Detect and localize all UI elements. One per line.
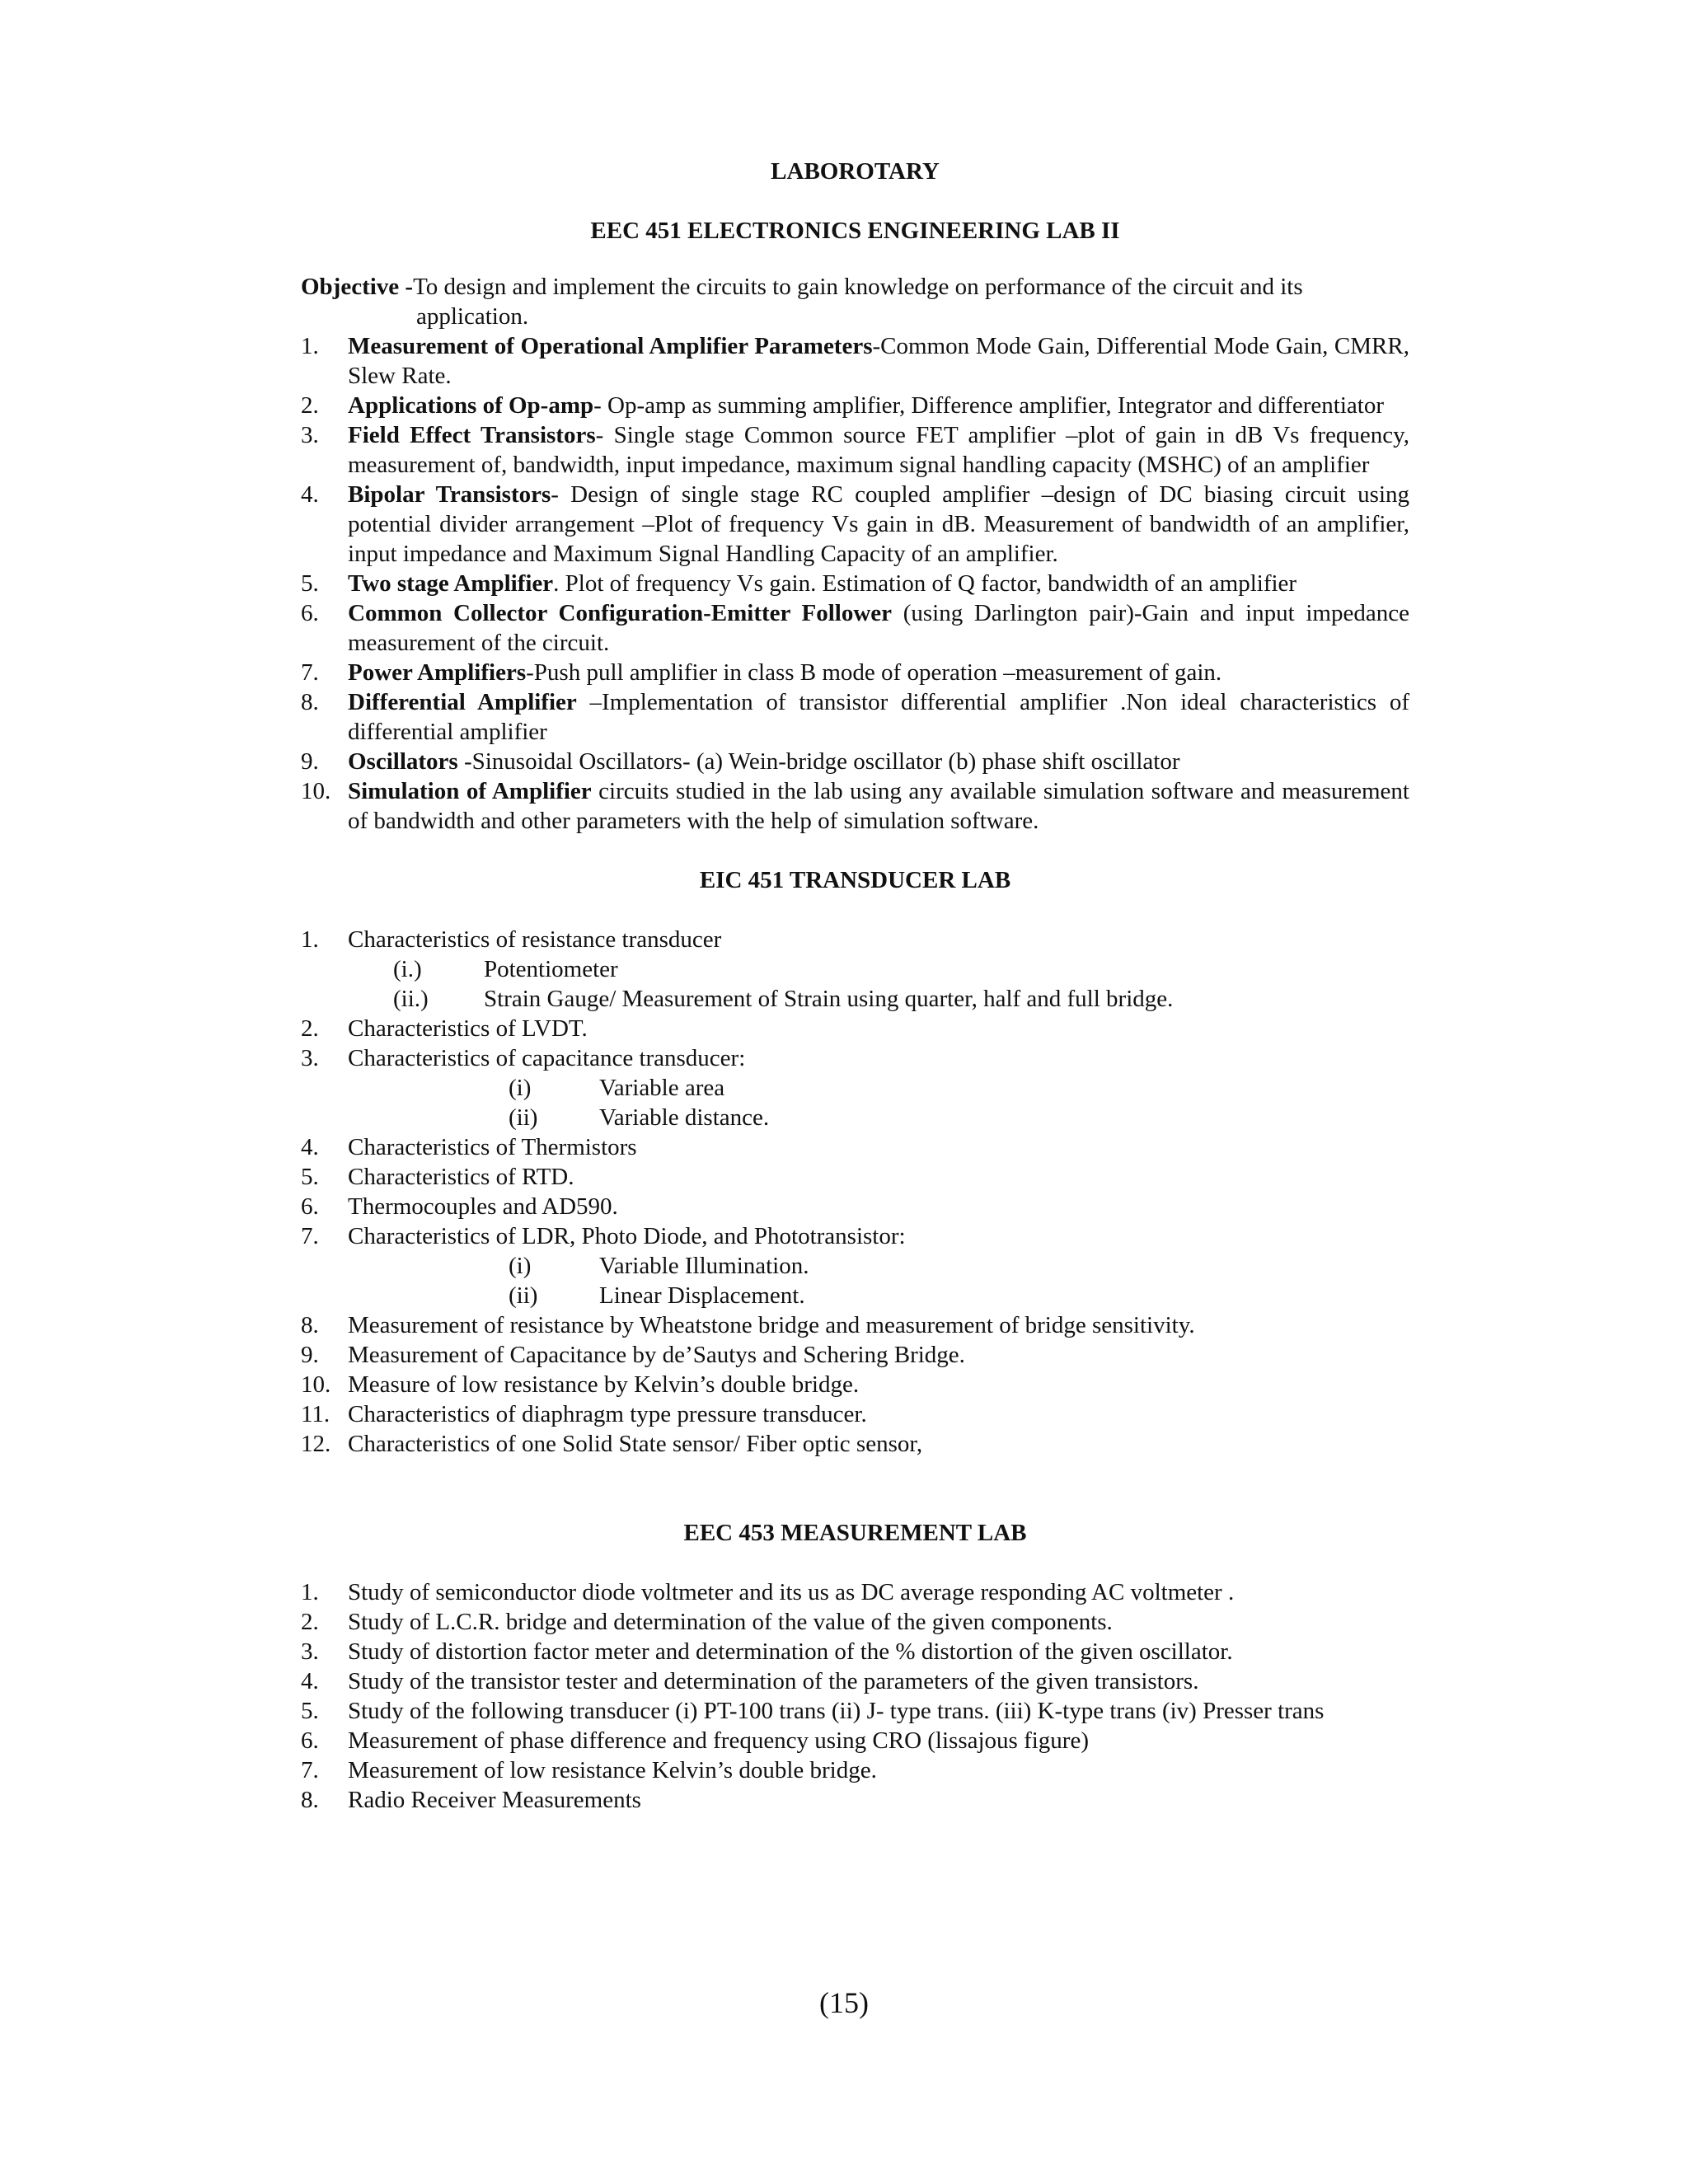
list-item-text: Study of the transistor tester and determination of the parameters of the given transistors. (348, 1668, 1199, 1694)
list-item (301, 747, 1409, 776)
list-item-number: 3. (301, 1045, 319, 1071)
list-item (301, 1607, 1409, 1637)
list-item-text: Measurement of low resistance Kelvin’s double bridge. (348, 1757, 877, 1783)
list-item (301, 1221, 1409, 1251)
list-item-number: 4. (301, 481, 319, 508)
list-item-title: Oscillators (348, 748, 458, 775)
list-item-text: Measurement of Capacitance by de’Sautys and Schering Bridge. (348, 1342, 965, 1368)
list-item-number: 8. (301, 689, 319, 715)
list-item (301, 1340, 1409, 1370)
eic451-experiment-list (301, 925, 1409, 1459)
list-item (301, 1043, 1409, 1073)
list-item-text: Study of L.C.R. bridge and determination of the value of the given components. (348, 1609, 1113, 1635)
list-item (301, 687, 1409, 747)
list-item (301, 569, 1409, 598)
sub-item-text: Variable Illumination. (599, 1253, 809, 1279)
list-item-number: 12. (301, 1431, 331, 1457)
sub-item-number: (i.) (393, 956, 422, 982)
list-item-number: 2. (301, 392, 319, 419)
list-item-text: Study of the following transducer (i) PT-100 trans (ii) J- type trans. (iii) K-type trans (iv) Presser trans (348, 1698, 1325, 1724)
list-item-title: Bipolar Transistors (348, 481, 551, 508)
list-item-text: (using Darlington pair)-Gain and input impedance measurement of the circuit. (348, 600, 1409, 656)
sub-item (301, 1103, 1409, 1132)
list-item (301, 331, 1409, 391)
page-content (301, 157, 1409, 1815)
list-item-text: Characteristics of resistance transducer (348, 926, 722, 953)
list-item-title: Applications of Op-amp (348, 392, 594, 419)
list-item-text: - Design of single stage RC coupled amplifier –design of DC biasing circuit using potential divider arrangement –Plot of frequency Vs gain in dB. Measurement of bandwidth of an amplifier, input impedance and Maximum Signal Handling Capacity of an amplifier. (348, 481, 1409, 567)
list-item-number: 5. (301, 1164, 319, 1190)
list-item (301, 1666, 1409, 1696)
list-item (301, 391, 1409, 420)
list-item-title: Field Effect Transistors (348, 422, 596, 448)
list-item-text: –Implementation of transistor differential amplifier .Non ideal characteristics of differential amplifier (348, 689, 1409, 745)
sub-item-text: Variable area (599, 1075, 725, 1101)
sub-item-number: (ii) (509, 1282, 538, 1309)
list-item-text: Study of distortion factor meter and determination of the % distortion of the given oscillator. (348, 1638, 1233, 1665)
list-item-number: 8. (301, 1312, 319, 1338)
objective-paragraph (301, 272, 1409, 331)
list-item (301, 1755, 1409, 1785)
list-item-number: 9. (301, 748, 319, 775)
sub-item-number: (i) (509, 1075, 532, 1101)
list-item-number: 2. (301, 1015, 319, 1042)
list-item-number: 7. (301, 659, 319, 686)
list-item-number: 7. (301, 1757, 319, 1783)
list-item-number: 1. (301, 1579, 319, 1605)
list-item (301, 1785, 1409, 1815)
list-item-number: 6. (301, 1727, 319, 1754)
list-item-title: Power Amplifiers (348, 659, 527, 686)
list-item-number: 1. (301, 333, 319, 359)
list-item-number: 6. (301, 1193, 319, 1220)
list-item-number: 3. (301, 1638, 319, 1665)
list-item-number: 6. (301, 600, 319, 626)
list-item-number: 2. (301, 1609, 319, 1635)
list-item (301, 420, 1409, 480)
list-item-number: 7. (301, 1223, 319, 1249)
sub-item (301, 954, 1409, 984)
list-item-text: Characteristics of diaphragm type pressure transducer. (348, 1401, 867, 1427)
list-item-text: -Common Mode Gain, Differential Mode Gain, CMRR, Slew Rate. (348, 333, 1409, 389)
section-heading-eec451: EEC 451 ELECTRONICS ENGINEERING LAB II (590, 218, 1120, 244)
list-item-text: Radio Receiver Measurements (348, 1787, 641, 1813)
objective-label: Objective - (301, 274, 414, 300)
eec451-experiment-list (301, 331, 1409, 836)
list-item-title: Differential Amplifier (348, 689, 577, 715)
list-item (301, 1726, 1409, 1755)
list-item-text: - Op-amp as summing amplifier, Difference amplifier, Integrator and differentiator (593, 392, 1384, 419)
list-item-text: -Sinusoidal Oscillators- (a) Wein-bridge oscillator (b) phase shift oscillator (457, 748, 1180, 775)
list-item-number: 3. (301, 422, 319, 448)
sub-item-text: Strain Gauge/ Measurement of Strain using quarter, half and full bridge. (484, 986, 1174, 1012)
sub-item-number: (ii.) (393, 986, 429, 1012)
sub-item (301, 1251, 1409, 1281)
list-item (301, 1162, 1409, 1192)
sub-item (301, 984, 1409, 1014)
list-item-text: Measurement of resistance by Wheatstone bridge and measurement of bridge sensitivity. (348, 1312, 1195, 1338)
list-item-text: -Push pull amplifier in class B mode of operation –measurement of gain. (526, 659, 1222, 686)
list-item-text: Characteristics of RTD. (348, 1164, 574, 1190)
list-item-number: 9. (301, 1342, 319, 1368)
list-item (301, 1132, 1409, 1162)
list-item-number: 5. (301, 1698, 319, 1724)
list-item-title: Two stage Amplifier (348, 570, 554, 597)
list-item (301, 1696, 1409, 1726)
list-item-text: Measure of low resistance by Kelvin’s double bridge. (348, 1371, 860, 1398)
list-item-title: Common Collector Configuration-Emitter Follower (348, 600, 893, 626)
section-heading-eic451: EIC 451 TRANSDUCER LAB (699, 867, 1011, 893)
list-item-number: 10. (301, 1371, 331, 1398)
list-item-number: 10. (301, 778, 331, 804)
list-item-text: circuits studied in the lab using any available simulation software and measurement of bandwidth and other parameters with the help of simulation software. (348, 778, 1409, 834)
sub-item (301, 1073, 1409, 1103)
list-item-number: 5. (301, 570, 319, 597)
list-item-text: Characteristics of Thermistors (348, 1134, 637, 1160)
list-item (301, 1014, 1409, 1043)
list-item (301, 658, 1409, 687)
list-item-number: 1. (301, 926, 319, 953)
sub-item-number: (i) (509, 1253, 532, 1279)
page-number: (15) (819, 1986, 869, 2019)
list-item-text: Measurement of phase difference and frequency using CRO (lissajous figure) (348, 1727, 1089, 1754)
list-item (301, 598, 1409, 658)
list-item-text: Characteristics of capacitance transducer: (348, 1045, 746, 1071)
page-title: LABOROTARY (771, 158, 940, 185)
list-item (301, 1399, 1409, 1429)
list-item-number: 11. (301, 1401, 331, 1427)
list-item (301, 925, 1409, 954)
list-item-text: . Plot of frequency Vs gain. Estimation of Q factor, bandwidth of an amplifier (553, 570, 1297, 597)
eec453-experiment-list (301, 1577, 1409, 1815)
list-item-title: Simulation of Amplifier (348, 778, 592, 804)
list-item-text: Study of semiconductor diode voltmeter and its us as DC average responding AC voltmeter . (348, 1579, 1235, 1605)
list-item (301, 1370, 1409, 1399)
list-item-text: Characteristics of LDR, Photo Diode, and Phototransistor: (348, 1223, 906, 1249)
list-item (301, 776, 1409, 836)
list-item-title: Measurement of Operational Amplifier Parameters (348, 333, 873, 359)
list-item (301, 1637, 1409, 1666)
section-heading-eec453: EEC 453 MEASUREMENT LAB (683, 1520, 1027, 1546)
sub-item-text: Potentiometer (484, 956, 618, 982)
list-item-text: Thermocouples and AD590. (348, 1193, 618, 1220)
sub-item-number: (ii) (509, 1104, 538, 1131)
list-item (301, 1192, 1409, 1221)
sub-item (301, 1281, 1409, 1310)
list-item-number: 8. (301, 1787, 319, 1813)
list-item (301, 480, 1409, 569)
list-item-number: 4. (301, 1134, 319, 1160)
list-item-number: 4. (301, 1668, 319, 1694)
list-item-text: - Single stage Common source FET amplifier –plot of gain in dB Vs frequency, measurement of, bandwidth, input impedance, maximum signal handling capacity (MSHC) of an amplifier (348, 422, 1409, 478)
sub-item-text: Variable distance. (599, 1104, 770, 1131)
objective-text: To design and implement the circuits to gain knowledge on performance of the circuit and its application. (413, 274, 1303, 330)
list-item-text: Characteristics of one Solid State sensor/ Fiber optic sensor, (348, 1431, 923, 1457)
list-item (301, 1577, 1409, 1607)
list-item-text: Characteristics of LVDT. (348, 1015, 588, 1042)
list-item (301, 1310, 1409, 1340)
sub-item-text: Linear Displacement. (599, 1282, 805, 1309)
list-item (301, 1429, 1409, 1459)
